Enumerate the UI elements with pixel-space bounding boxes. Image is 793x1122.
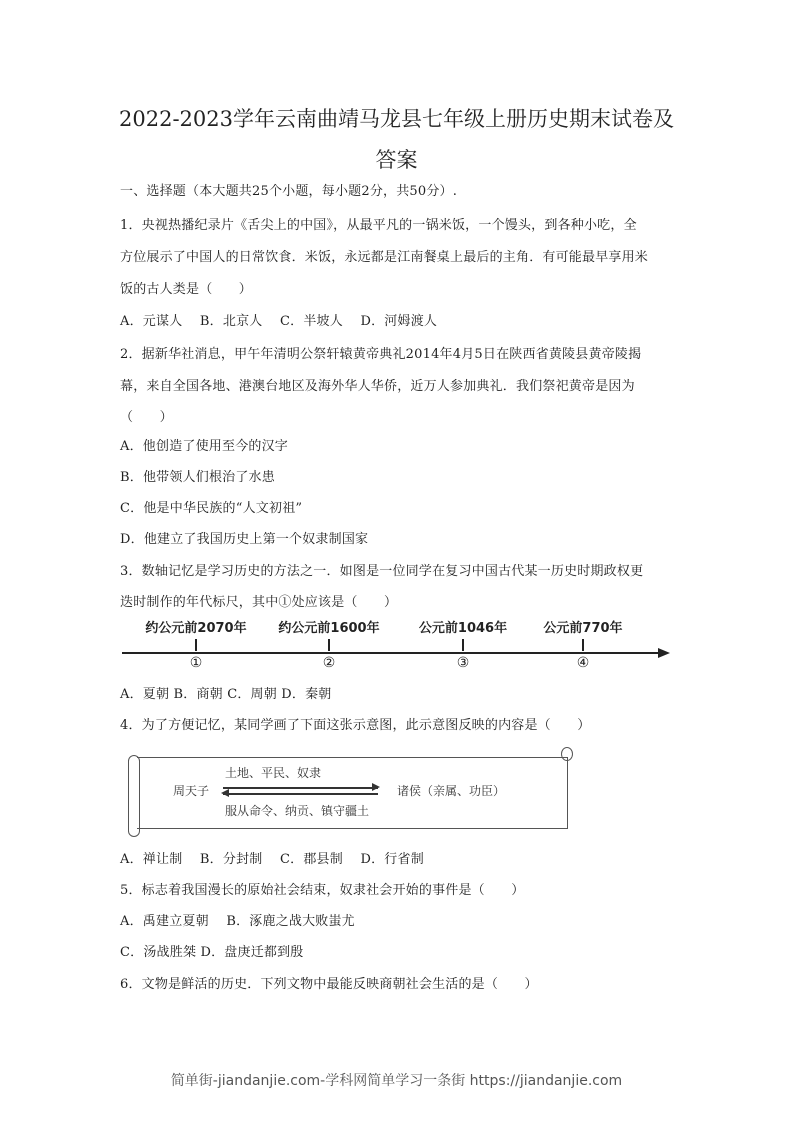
timeline-tick-mark (328, 639, 330, 651)
timeline-tick-marker: ③ (456, 655, 470, 671)
timeline-figure (120, 620, 672, 682)
timeline-tick-mark (462, 639, 464, 651)
page-title-continued: 答案 (375, 148, 418, 172)
diagram-top-arrow-label: 土地、平民、奴隶 (225, 766, 322, 780)
arrow-right-icon (223, 787, 378, 789)
timeline-tick (259, 620, 399, 671)
question-2-text: 幕，来自全国各地、港澳台地区及海外华人华侨，近万人参加典礼．我们祭祀黄帝是因为 (120, 379, 635, 394)
question-2-text: （ ） (120, 410, 173, 425)
question-5-options: A．禹建立夏朝 B．涿鹿之战大败蚩尤 (120, 914, 355, 929)
question-5-text: 5．标志着我国漫长的原始社会结束，奴隶社会开始的事件是（ ） (120, 883, 525, 898)
timeline-tick-label: 公元前1046年 (418, 621, 508, 636)
question-4-text: 4．为了方便记忆，某同学画了下面这张示意图，此示意图反映的内容是（ ） (120, 718, 591, 733)
question-3-options: A．夏朝 B．商朝 C．周朝 D．秦朝 (120, 687, 332, 702)
footer-watermark: 简单街-jiandanjie.com-学科网简单学习一条街 https://jiandanjie.com (170, 1073, 623, 1089)
timeline-tick-label: 约公元前1600年 (278, 621, 380, 636)
timeline-tick-mark (195, 639, 197, 651)
question-3-text: 迭时制作的年代标尺，其中①处应该是（ ） (120, 595, 398, 610)
timeline-tick-label: 公元前770年 (543, 621, 623, 636)
question-1-text: 1．央视热播纪录片《舌尖上的中国》，从最平凡的一锅米饭，一个馒头，到各种小吃，全 (120, 218, 637, 233)
question-2-text: 2．据新华社消息，甲午年清明公祭轩辕黄帝典礼2014年4月5日在陕西省黄陵县黄帝陵揭 (120, 347, 642, 362)
section-heading: 一、选择题（本大题共25个小题，每小题2分，共50分）. (120, 184, 458, 199)
timeline-arrow-icon (658, 648, 670, 658)
question-1-options: A．元谋人 B．北京人 C．半坡人 D．河姆渡人 (120, 314, 438, 329)
arrow-left-icon (223, 793, 378, 795)
timeline-tick-label: 约公元前2070年 (145, 621, 247, 636)
timeline-tick-marker: ④ (576, 655, 590, 671)
question-3-text: 3．数轴记忆是学习历史的方法之一．如图是一位同学在复习中国古代某一历史时期政权更 (120, 564, 644, 579)
question-5-options: C．汤战胜桀 D．盘庚迁都到殷 (120, 945, 304, 960)
scroll-roll-left (128, 755, 140, 837)
feudal-system-diagram (125, 745, 575, 843)
question-1-text: 方位展示了中国人的日常饮食．米饭，永远都是江南餐桌上最后的主角．有可能最早享用米 (120, 250, 649, 265)
diagram-right-label: 诸侯（亲属、功臣） (397, 784, 506, 798)
question-2-option-d: D．他建立了我国历史上第一个奴隶制国家 (120, 532, 369, 547)
timeline-tick (513, 620, 653, 671)
question-2-option-c: C．他是中华民族的“人文初祖” (120, 501, 303, 516)
page-title: 2022-2023学年云南曲靖马龙县七年级上册历史期末试卷及 (119, 107, 674, 131)
timeline-tick-marker: ① (189, 655, 203, 671)
timeline-tick-marker: ② (322, 655, 336, 671)
scroll-roll-right (561, 747, 573, 761)
timeline-tick (393, 620, 533, 671)
question-2-option-a: A．他创造了使用至今的汉字 (120, 439, 288, 454)
timeline-tick (126, 620, 266, 671)
question-6-text: 6．文物是鲜活的历史．下列文物中最能反映商朝社会生活的是（ ） (120, 977, 538, 992)
timeline-tick-mark (582, 639, 584, 651)
diagram-bottom-arrow-label: 服从命令、纳贡、镇守疆土 (225, 804, 370, 818)
question-1-text: 饭的古人类是（ ） (120, 282, 253, 297)
question-4-options: A．禅让制 B．分封制 C．郡县制 D．行省制 (120, 852, 424, 867)
diagram-left-label: 周天子 (173, 784, 210, 798)
question-2-option-b: B．他带领人们根治了水患 (120, 470, 275, 485)
